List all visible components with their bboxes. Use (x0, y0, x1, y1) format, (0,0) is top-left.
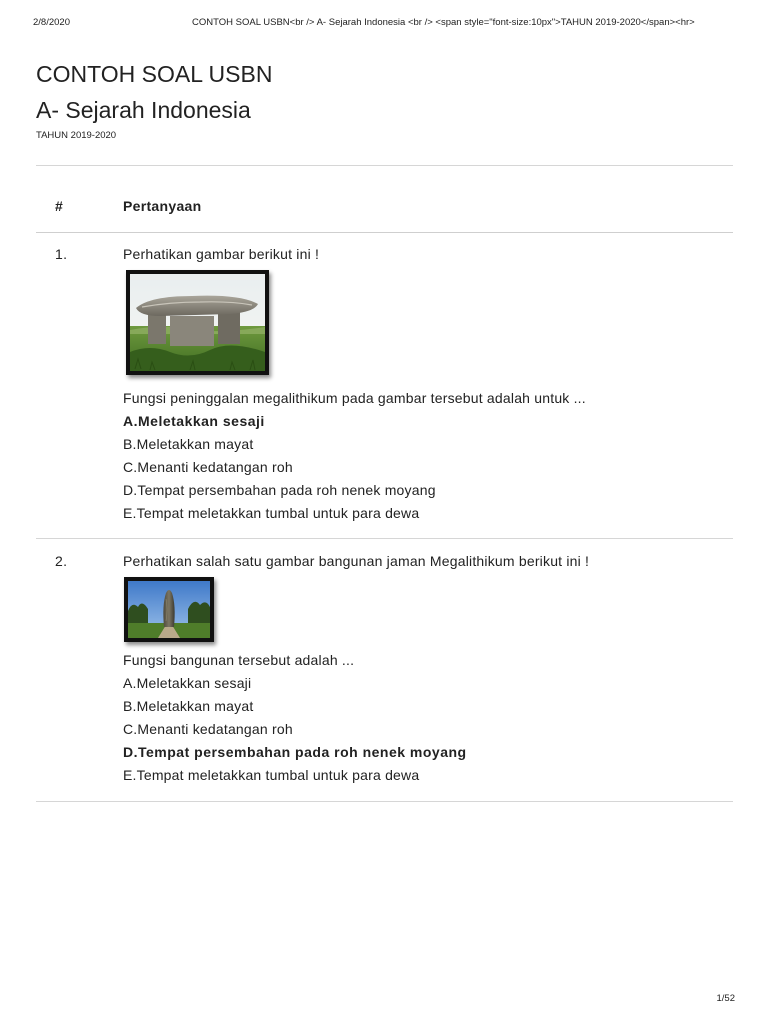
question-text: Fungsi peninggalan megalithikum pada gambar tersebut adalah untuk ... (123, 390, 586, 406)
answer-option: C.Menanti kedatangan roh (123, 721, 293, 737)
question-text: Fungsi bangunan tersebut adalah ... (123, 652, 355, 668)
print-header (35, 17, 733, 31)
answer-option: B.Meletakkan mayat (123, 698, 254, 714)
page-subtitle: A- Sejarah Indonesia (36, 97, 251, 123)
page-number: 1/52 (716, 993, 735, 1004)
answer-option: C.Menanti kedatangan roh (123, 459, 293, 475)
divider (36, 801, 733, 802)
divider (36, 165, 733, 166)
answer-option: E.Tempat meletakkan tumbal untuk para dewa (123, 767, 420, 783)
divider (36, 538, 733, 539)
column-header-number: # (55, 198, 64, 214)
answer-option: E.Tempat meletakkan tumbal untuk para dewa (123, 505, 420, 521)
question-number: 2. (55, 553, 68, 569)
question-number: 1. (55, 246, 68, 262)
column-header-question: Pertanyaan (123, 198, 202, 214)
print-title: CONTOH SOAL USBN<br /> A- Sejarah Indonesia <br /> <span style="font-size:10px">TAHUN 2019-2020</span><hr> (192, 17, 695, 28)
question-prompt: Perhatikan salah satu gambar bangunan jaman Megalithikum berikut ini ! (123, 553, 590, 569)
answer-option-correct: A.Meletakkan sesaji (123, 413, 265, 429)
answer-option: B.Meletakkan mayat (123, 436, 254, 452)
menhir-photo (124, 577, 214, 642)
answer-option: D.Tempat persembahan pada roh nenek moyang (123, 482, 436, 498)
divider (36, 232, 733, 233)
print-date: 2/8/2020 (33, 17, 70, 28)
question-prompt: Perhatikan gambar berikut ini ! (123, 246, 320, 262)
answer-option: A.Meletakkan sesaji (123, 675, 252, 691)
dolmen-photo (126, 270, 269, 375)
school-year: TAHUN 2019-2020 (36, 130, 117, 141)
answer-option-correct: D.Tempat persembahan pada roh nenek moyang (123, 744, 467, 760)
page-title: CONTOH SOAL USBN (36, 61, 273, 87)
